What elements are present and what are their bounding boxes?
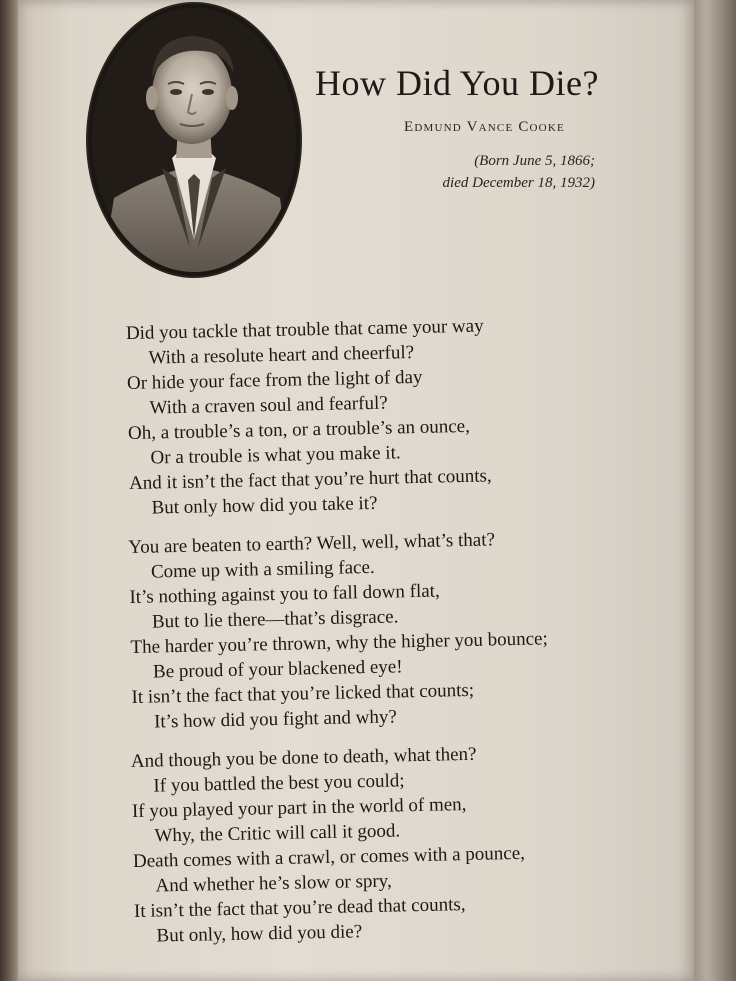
poem-title: How Did You Die?: [315, 63, 600, 103]
poem-line: It’s nothing against you to fall down flat,: [129, 580, 440, 609]
poem-line: If you played your part in the world of men,: [131, 794, 467, 823]
poem-line: It isn’t the fact that you’re licked that counts;: [131, 679, 475, 709]
author-name: Edmund Vance Cooke: [404, 119, 565, 135]
poem-line: With a resolute heart and cheerful?: [148, 342, 415, 369]
poem-line: With a craven soul and fearful?: [149, 392, 388, 419]
poem-line: And though you be done to death, what then?: [130, 743, 477, 773]
poem-line: If you battled the best you could;: [153, 770, 405, 797]
poem-line: Be proud of your blackened eye!: [152, 656, 403, 683]
poem-line: And whether he’s slow or spry,: [155, 870, 392, 897]
poem-line: Or a trouble is what you make it.: [150, 442, 401, 469]
poem-line: And it isn’t the fact that you’re hurt that counts,: [128, 465, 492, 495]
poem-line: Why, the Critic will call it good.: [154, 820, 401, 847]
poem-line: Did you tackle that trouble that came your way: [125, 315, 484, 345]
birth-date: (Born June 5, 1866;: [474, 153, 595, 169]
poem-line: It isn’t the fact that you’re dead that counts,: [133, 894, 466, 923]
poem-line: But only how did you take it?: [151, 492, 378, 519]
poem-line: The harder you’re thrown, why the higher you bounce;: [130, 628, 548, 659]
poem-line: But to lie there—that’s disgrace.: [151, 606, 399, 633]
poem-line: Oh, a trouble’s a ton, or a trouble’s an ounce,: [127, 415, 471, 445]
poem-line: Come up with a smiling face.: [150, 556, 375, 583]
poem-line: It’s how did you fight and why?: [153, 706, 398, 733]
poem-line: Death comes with a crawl, or comes with a pounce,: [132, 842, 526, 873]
death-date: died December 18, 1932): [442, 175, 595, 191]
poem-line: But only, how did you die?: [156, 921, 363, 947]
poem-line: Or hide your face from the light of day: [126, 366, 423, 395]
poem-line: You are beaten to earth? Well, well, what’s that?: [128, 529, 496, 559]
